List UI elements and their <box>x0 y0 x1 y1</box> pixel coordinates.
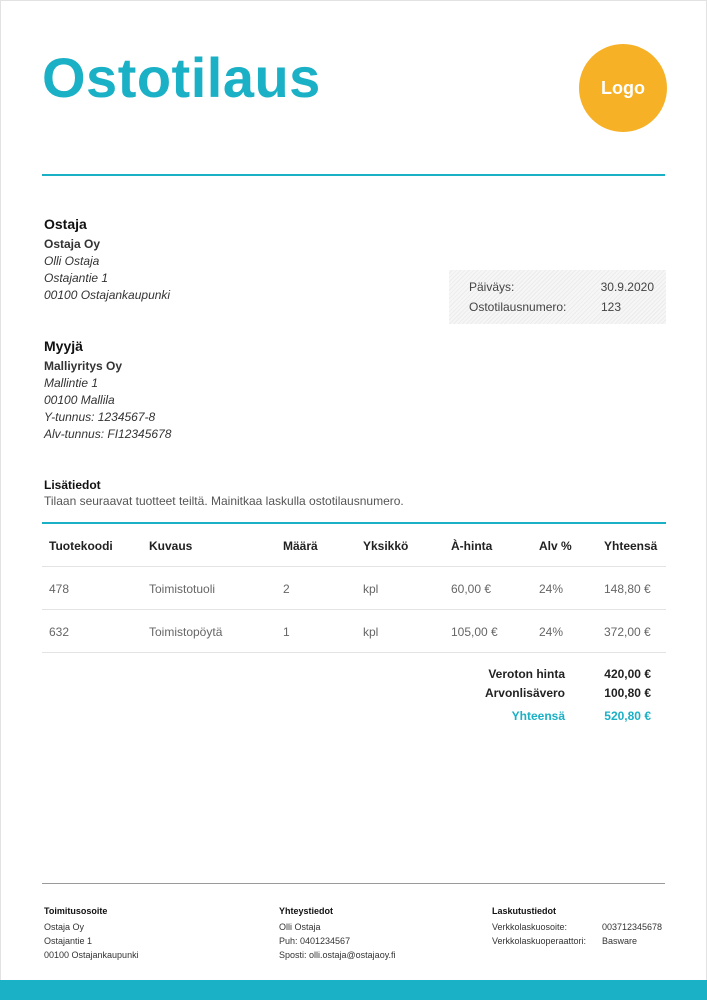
table-cell: kpl <box>363 582 379 596</box>
grand-total-value: 520,80 € <box>604 709 651 723</box>
table-cell: 632 <box>49 625 70 639</box>
table-header-cell: Määrä <box>283 539 318 553</box>
footer-operator-value: Basware <box>602 936 638 946</box>
net-price-value: 420,00 € <box>604 667 651 681</box>
footer-einvoice-value: 003712345678 <box>602 922 663 932</box>
notes-title: Lisätiedot <box>44 478 101 492</box>
table-cell: kpl <box>363 625 379 639</box>
footer-billing <box>492 904 662 948</box>
table-row <box>42 567 666 610</box>
footer-delivery-line: 00100 Ostajankaupunki <box>44 950 139 960</box>
buyer-street: Ostajantie 1 <box>44 271 109 285</box>
vat-value: 100,80 € <box>604 686 651 700</box>
table-cell: 60,00 € <box>451 582 492 596</box>
footer-contact-email: Sposti: olli.ostaja@ostajaoy.fi <box>279 950 396 960</box>
footer-contact <box>279 904 396 962</box>
buyer-postal: 00100 Ostajankaupunki <box>44 288 171 302</box>
date-row <box>469 280 654 294</box>
table-cell: 105,00 € <box>451 625 498 639</box>
order-meta-box <box>449 270 666 324</box>
net-price-label: Veroton hinta <box>488 667 565 681</box>
footer-einvoice-row <box>492 920 662 934</box>
footer-billing-title: Laskutustiedot <box>492 906 557 916</box>
table-cell: 148,80 € <box>604 582 651 596</box>
header-divider <box>42 174 665 176</box>
footer-divider <box>42 883 665 884</box>
footer-contact-name: Olli Ostaja <box>279 922 321 932</box>
table-header-row <box>42 524 666 567</box>
table-cell: 24% <box>539 582 564 596</box>
table-header-cell: Yhteensä <box>604 539 658 553</box>
footer-delivery-title: Toimitusosoite <box>44 906 108 916</box>
footer-delivery <box>44 904 139 962</box>
footer-delivery-line: Ostaja Oy <box>44 922 85 932</box>
table-cell: 372,00 € <box>604 625 651 639</box>
notes-text: Tilaan seuraavat tuotteet teiltä. Mainitkaa laskulla ostotilausnumero. <box>44 494 404 508</box>
logo: Logo <box>579 44 667 132</box>
table-cell: Toimistopöytä <box>149 625 223 639</box>
order-number-label: Ostotilausnumero: <box>469 300 567 314</box>
grand-total-label: Yhteensä <box>511 709 565 723</box>
table-header-cell: Alv % <box>539 539 572 553</box>
table-header-cell: Yksikkö <box>363 539 409 553</box>
footer-contact-phone: Puh: 0401234567 <box>279 936 351 946</box>
buyer-section-title: Ostaja <box>44 216 87 232</box>
date-label: Päiväys: <box>469 280 515 294</box>
document-title: Ostotilaus <box>42 46 321 109</box>
footer-operator-row <box>492 934 662 948</box>
seller-address <box>44 358 171 443</box>
table-cell: 24% <box>539 625 564 639</box>
buyer-company: Ostaja Oy <box>44 237 101 251</box>
footer-contact-title: Yhteystiedot <box>279 906 334 916</box>
footer-delivery-line: Ostajantie 1 <box>44 936 93 946</box>
date-value: 30.9.2020 <box>600 280 654 294</box>
seller-vat-id: Alv-tunnus: FI12345678 <box>44 427 172 441</box>
bottom-accent-bar <box>0 980 707 1000</box>
buyer-address <box>44 236 170 304</box>
buyer-contact: Olli Ostaja <box>44 254 100 268</box>
order-number-value: 123 <box>600 300 621 314</box>
table-cell: 2 <box>283 582 290 596</box>
vat-label: Arvonlisävero <box>484 686 565 700</box>
table-cell: 1 <box>283 625 290 639</box>
table-cell: 478 <box>49 582 70 596</box>
table-header-cell: Tuotekoodi <box>49 539 113 553</box>
table-header-cell: À-hinta <box>451 539 493 553</box>
items-table <box>42 522 666 653</box>
seller-company: Malliyritys Oy <box>44 359 123 373</box>
table-row <box>42 610 666 653</box>
table-header-cell: Kuvaus <box>149 539 193 553</box>
seller-street: Mallintie 1 <box>44 376 99 390</box>
footer-operator-label: Verkkolaskuoperaattori: <box>492 936 587 946</box>
order-number-row <box>469 300 654 314</box>
table-cell: Toimistotuoli <box>149 582 216 596</box>
seller-business-id: Y-tunnus: 1234567-8 <box>44 410 156 424</box>
footer-einvoice-label: Verkkolaskuosoite: <box>492 922 568 932</box>
seller-postal: 00100 Mallila <box>44 393 115 407</box>
seller-section-title: Myyjä <box>44 338 83 354</box>
